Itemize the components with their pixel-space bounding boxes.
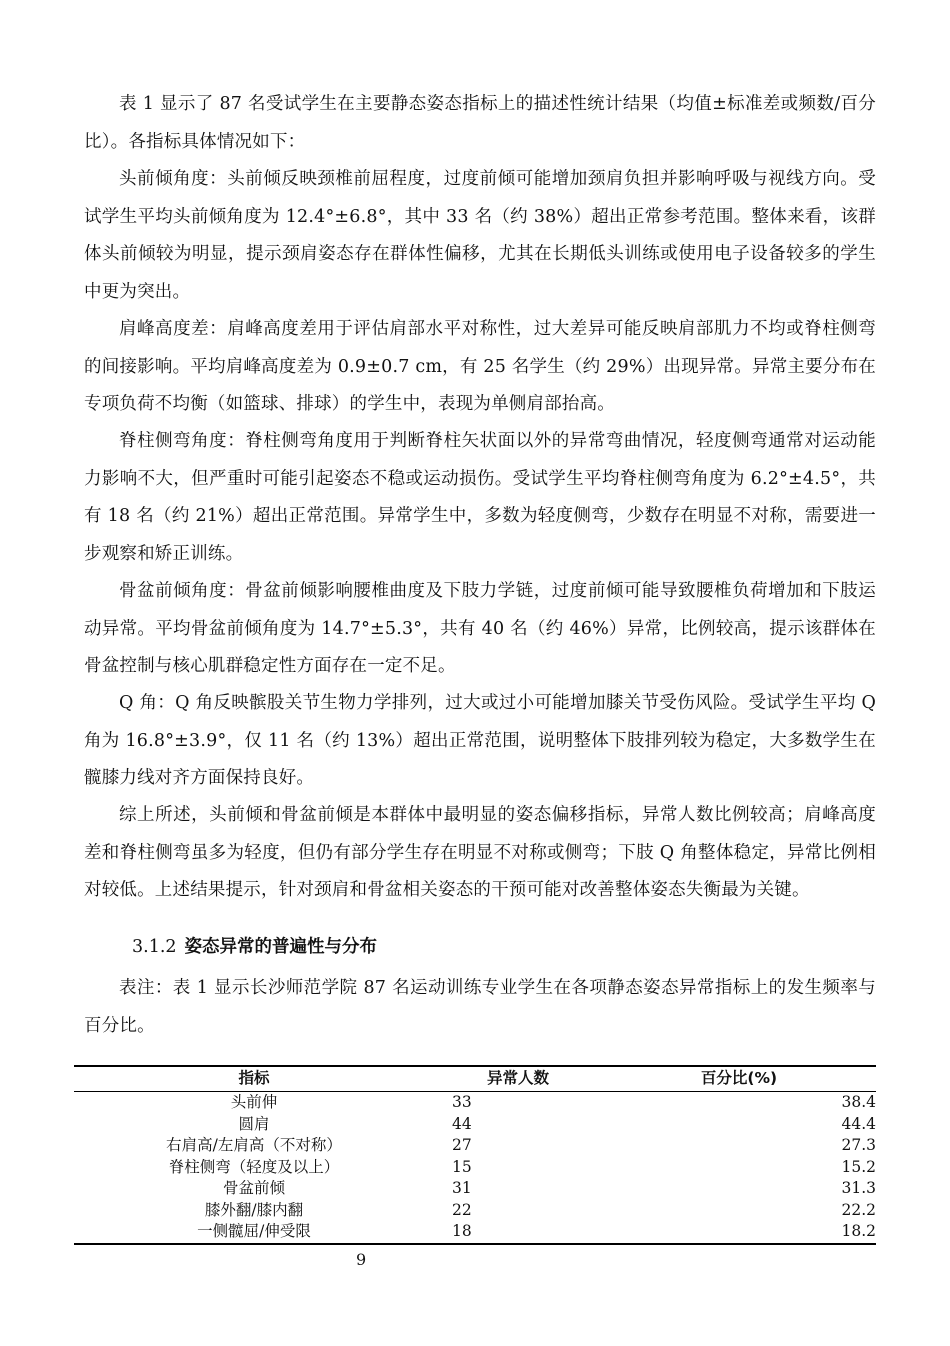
row-count: 18 [434,1221,602,1244]
table-row [74,1114,876,1136]
row-indicator: 骨盆前倾 [222,1179,285,1197]
table-row [74,1200,876,1222]
row-indicator: 圆肩 [238,1114,270,1133]
row-count: 22 [452,1200,472,1219]
row-percentage: 27.3 [841,1136,876,1154]
row-percentage: 44.4 [841,1114,876,1133]
table-row [74,1092,876,1114]
row-indicator: 一侧髋屈/伸受限 [74,1221,434,1244]
header-abnormal-count: 异常人数 [434,1066,602,1092]
section-number: 3.1.2 [132,937,177,957]
row-percentage: 38.4 [841,1093,876,1111]
row-count: 31 [452,1179,472,1197]
row-percentage: 31.3 [841,1179,876,1197]
paragraph-intro: 表 1 显示了 87 名受试学生在主要静态姿态指标上的描述性统计结果（均值±标准差或频数/百分比）。各指标具体情况如下： [84,94,876,152]
table-row [74,1178,876,1200]
row-indicator: 右肩高/左肩高（不对称） [166,1136,342,1154]
section-title: 姿态异常的普遍性与分布 [184,937,378,957]
table-header-row [74,1066,876,1092]
table-note: 表注：表 1 显示长沙师范学院 87 名运动训练专业学生在各项静态姿态异常指标上的发生频率与百分比。 [84,978,876,1036]
row-indicator: 膝外翻/膝内翻 [204,1200,304,1219]
section-heading [132,932,377,962]
abnormality-table [74,1065,876,1245]
paragraph-summary: 综上所述，头前倾和骨盆前倾是本群体中最明显的姿态偏移指标，异常人数比例较高；肩峰高度差和脊柱侧弯虽多为轻度，但仍有部分学生存在明显不对称或侧弯；下肢 Q 角整体稳定，异常比例相对较低。上述结果提示，针对颈肩和骨盆相关姿态的干预可能对改善整体姿态失衡最为关键。 [84,805,876,900]
row-count: 44 [452,1114,472,1133]
row-count: 15 [452,1157,472,1176]
table-row [74,1157,876,1179]
row-indicator: 脊柱侧弯（轻度及以上） [168,1157,340,1176]
paragraph-acromion-height: 肩峰高度差：肩峰高度差用于评估肩部水平对称性，过大差异可能反映肩部肌力不均或脊柱侧弯的间接影响。平均肩峰高度差为 0.9±0.7 cm，有 25 名学生（约 29%）出现异常。异常主要分布在专项负荷不均衡（如篮球、排球）的学生中，表现为单侧肩部抬高。 [84,319,876,414]
table-row [74,1135,876,1157]
table-row [74,1221,876,1244]
paragraph-scoliosis: 脊柱侧弯角度：脊柱侧弯角度用于判断脊柱矢状面以外的异常弯曲情况，轻度侧弯通常对运动能力影响不大，但严重时可能引起姿态不稳或运动损伤。受试学生平均脊柱侧弯角度为 6.2°±4.5°，共有 18 名（约 21%）超出正常范围。异常学生中，多数为轻度侧弯，少数存在明显不对称，需要进一步观察和矫正训练。 [84,431,876,564]
page-number: 9 [356,1250,367,1269]
row-percentage: 18.2 [602,1221,876,1244]
row-indicator: 头前伸 [230,1093,278,1111]
row-count: 27 [452,1136,472,1154]
header-indicator: 指标 [74,1066,434,1092]
row-percentage: 22.2 [841,1200,876,1219]
header-percentage: 百分比(%) [602,1066,876,1092]
row-count: 33 [452,1093,472,1111]
paragraph-q-angle: Q 角：Q 角反映髌股关节生物力学排列，过大或过小可能增加膝关节受伤风险。受试学生平均 Q 角为 16.8°±3.9°，仅 11 名（约 13%）超出正常范围，说明整体下肢排列较为稳定，大多数学生在髋膝力线对齐方面保持良好。 [84,693,876,788]
paragraph-head-forward: 头前倾角度：头前倾反映颈椎前屈程度，过度前倾可能增加颈肩负担并影响呼吸与视线方向。受试学生平均头前倾角度为 12.4°±6.8°，其中 33 名（约 38%）超出正常参考范围。整体来看，该群体头前倾较为明显，提示颈肩姿态存在群体性偏移，尤其在长期低头训练或使用电子设备较多的学生中更为突出。 [84,169,876,302]
paragraph-pelvic-tilt: 骨盆前倾角度：骨盆前倾影响腰椎曲度及下肢力学链，过度前倾可能导致腰椎负荷增加和下肢运动异常。平均骨盆前倾角度为 14.7°±5.3°，共有 40 名（约 46%）异常，比例较高，提示该群体在骨盆控制与核心肌群稳定性方面存在一定不足。 [84,581,876,676]
row-percentage: 15.2 [841,1157,876,1176]
